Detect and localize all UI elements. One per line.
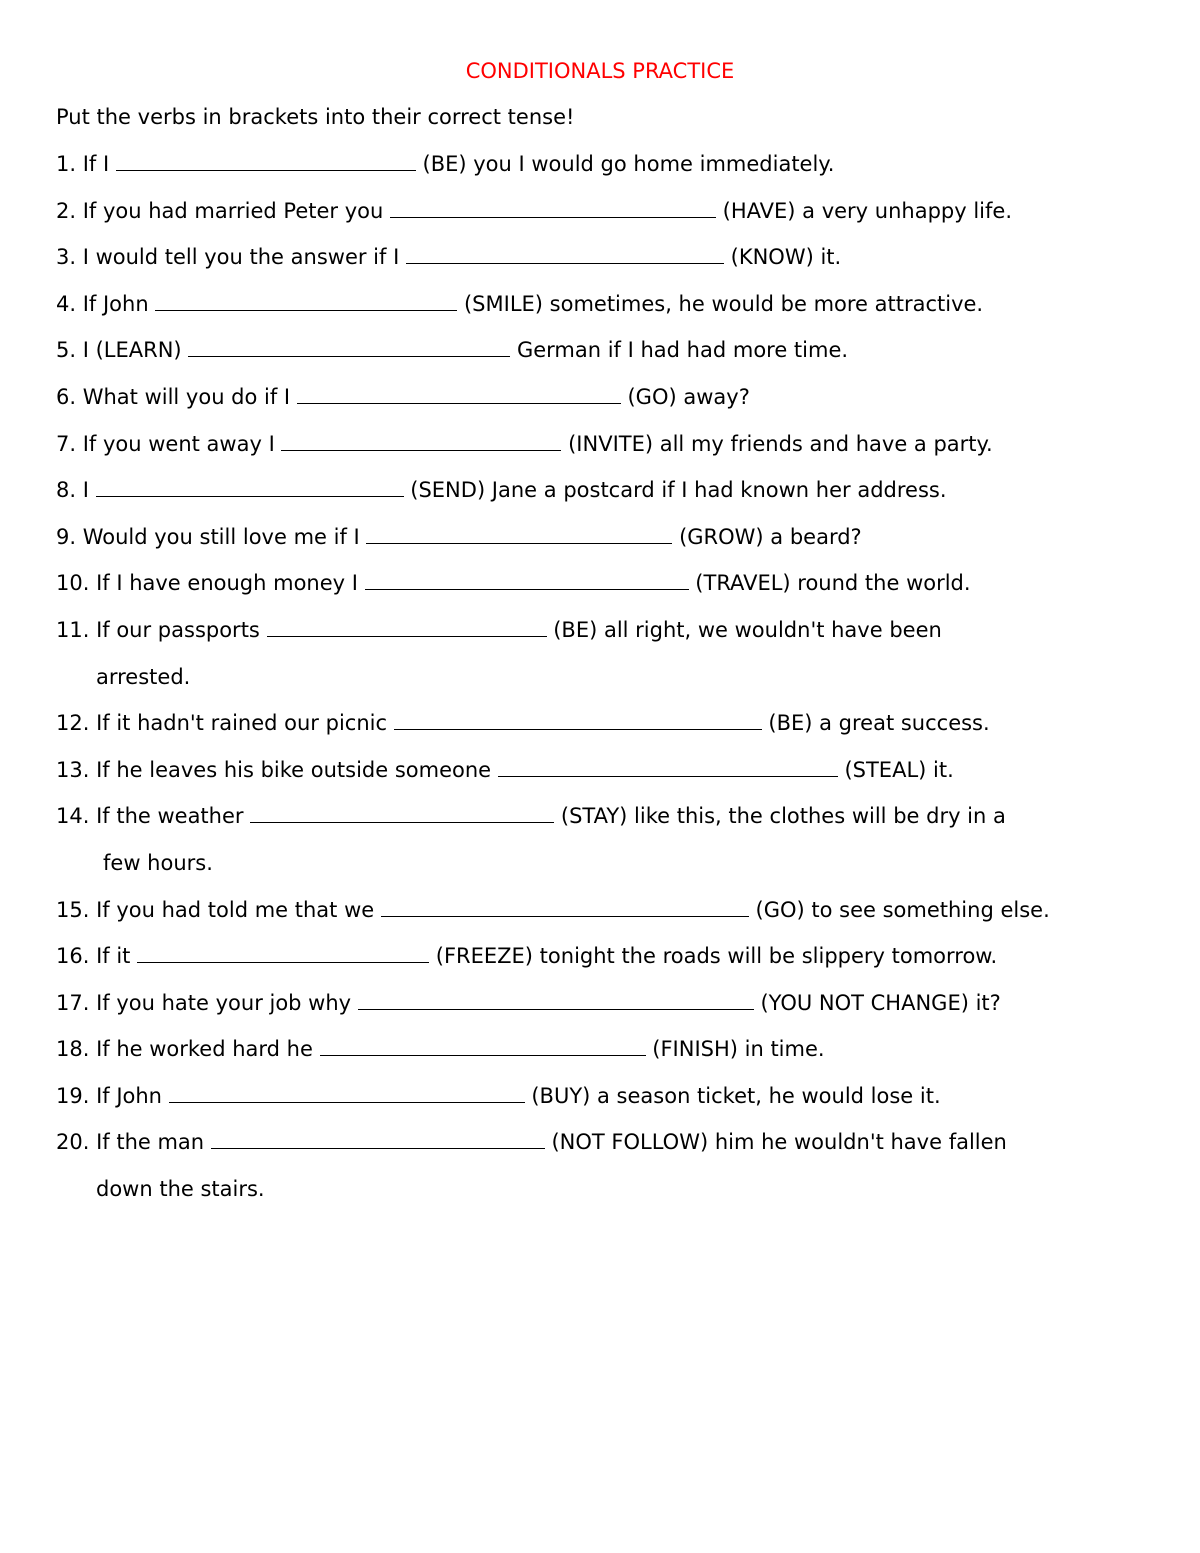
answer-blank[interactable] xyxy=(137,941,429,963)
exercise-text-after: (STAY) like this, the clothes will be dry in a xyxy=(554,804,1006,829)
exercise-item xyxy=(56,755,1186,785)
exercise-text-before: 12. If it hadn't rained our picnic xyxy=(56,711,394,736)
exercise-text-after: (BE) a great success. xyxy=(761,711,990,736)
exercise-continuation xyxy=(56,662,1186,692)
answer-blank[interactable] xyxy=(498,755,838,777)
exercise-item xyxy=(56,801,1186,831)
exercise-item xyxy=(56,568,1186,598)
exercise-text-before: 2. If you had married Peter you xyxy=(56,198,390,223)
answer-blank[interactable] xyxy=(320,1034,646,1056)
answer-blank[interactable] xyxy=(250,801,554,823)
exercise-text-before: 16. If it xyxy=(56,944,138,969)
exercise-text-after: (INVITE) all my friends and have a party. xyxy=(561,431,993,456)
answer-blank[interactable] xyxy=(281,429,561,451)
exercise-text: arrested. xyxy=(96,664,191,689)
answer-blank[interactable] xyxy=(366,522,672,544)
exercise-text-before: 17. If you hate your job why xyxy=(56,990,358,1015)
answer-blank[interactable] xyxy=(211,1127,545,1149)
exercise-item xyxy=(56,1081,1186,1111)
exercise-item xyxy=(56,429,1186,459)
answer-blank[interactable] xyxy=(358,988,754,1010)
answer-blank[interactable] xyxy=(406,242,724,264)
exercise-item xyxy=(56,475,1186,505)
exercise-continuation xyxy=(56,1174,1186,1204)
exercise-text-after: (GO) away? xyxy=(620,384,750,409)
exercise-text-before: 3. I would tell you the answer if I xyxy=(56,245,406,270)
exercise-item xyxy=(56,382,1186,412)
exercise-item xyxy=(56,988,1186,1018)
exercise-text-after: (BE) you I would go home immediately. xyxy=(415,152,835,176)
exercise-text-before: 14. If the weather xyxy=(56,804,251,829)
exercise-item xyxy=(56,289,1186,319)
exercise-text-after: (BE) all right, we wouldn't have been xyxy=(546,617,942,642)
exercise-text: few hours. xyxy=(103,850,213,875)
exercise-text-after: (STEAL) it. xyxy=(837,757,954,782)
exercise-text-after: (HAVE) a very unhappy life. xyxy=(715,198,1012,223)
exercise-text-before: 1. If I xyxy=(56,152,116,176)
exercise-text: down the stairs. xyxy=(96,1177,265,1202)
exercise-text-before: 20. If the man xyxy=(56,1130,211,1155)
exercise-text-before: 10. If I have enough money I xyxy=(56,571,365,596)
exercise-item xyxy=(56,895,1186,925)
exercise-text-before: 6. What will you do if I xyxy=(56,384,297,409)
answer-blank[interactable] xyxy=(390,196,716,218)
exercise-list xyxy=(56,149,1186,1221)
exercise-text-before: 15. If you had told me that we xyxy=(56,897,381,922)
answer-blank[interactable] xyxy=(169,1081,525,1103)
exercise-item xyxy=(56,242,1186,272)
answer-blank[interactable] xyxy=(116,149,416,171)
exercise-text-after: (TRAVEL) round the world. xyxy=(688,571,971,596)
exercise-text-before: 9. Would you still love me if I xyxy=(56,524,367,549)
exercise-text-before: 7. If you went away I xyxy=(56,431,282,456)
exercise-text-before: 19. If John xyxy=(56,1083,169,1108)
exercise-item xyxy=(56,708,1186,738)
exercise-item xyxy=(56,1127,1186,1157)
answer-blank[interactable] xyxy=(155,289,457,311)
exercise-text-after: (BUY) a season ticket, he would lose it. xyxy=(524,1083,941,1108)
answer-blank[interactable] xyxy=(188,335,510,357)
answer-blank[interactable] xyxy=(394,708,762,730)
exercise-text-after: (SEND) Jane a postcard if I had known her address. xyxy=(403,478,947,503)
exercise-item xyxy=(56,196,1186,226)
exercise-item xyxy=(56,149,1186,179)
exercise-text-before: 8. I xyxy=(56,478,96,503)
exercise-text-after: (NOT FOLLOW) him he wouldn't have fallen xyxy=(544,1130,1007,1155)
exercise-text-after: (YOU NOT CHANGE) it? xyxy=(753,990,1001,1015)
exercise-text-after: (FINISH) in time. xyxy=(645,1037,825,1062)
exercise-text-before: 5. I (LEARN) xyxy=(56,338,189,363)
exercise-item xyxy=(56,335,1186,365)
exercise-text-before: 4. If John xyxy=(56,291,156,316)
exercise-text-before: 11. If our passports xyxy=(56,617,267,642)
answer-blank[interactable] xyxy=(96,475,404,497)
instructions: Put the verbs in brackets into their correct tense! xyxy=(56,105,575,129)
exercise-item xyxy=(56,941,1186,971)
exercise-text-after: (GROW) a beard? xyxy=(672,524,862,549)
exercise-text-after: (SMILE) sometimes, he would be more attractive. xyxy=(457,291,984,316)
answer-blank[interactable] xyxy=(365,568,689,590)
page-title: CONDITIONALS PRACTICE xyxy=(465,59,735,83)
exercise-text-after: (FREEZE) tonight the roads will be slippery tomorrow. xyxy=(429,944,998,969)
exercise-item xyxy=(56,1034,1186,1064)
exercise-text-after: German if I had had more time. xyxy=(510,338,849,363)
exercise-item xyxy=(56,615,1186,645)
exercise-text-after: (GO) to see something else. xyxy=(748,897,1050,922)
answer-blank[interactable] xyxy=(297,382,621,404)
exercise-item xyxy=(56,522,1186,552)
exercise-text-after: (KNOW) it. xyxy=(723,245,842,270)
answer-blank[interactable] xyxy=(381,895,749,917)
exercise-continuation xyxy=(56,848,1186,878)
exercise-text-before: 18. If he worked hard he xyxy=(56,1037,320,1062)
answer-blank[interactable] xyxy=(267,615,547,637)
exercise-text-before: 13. If he leaves his bike outside someone xyxy=(56,757,498,782)
